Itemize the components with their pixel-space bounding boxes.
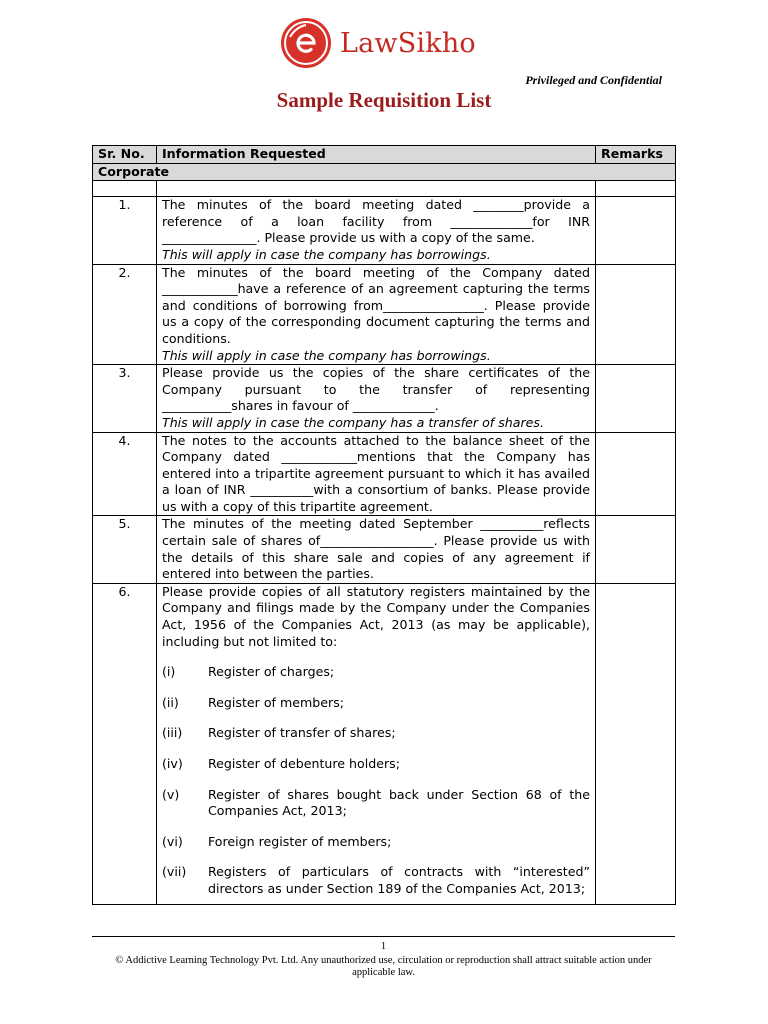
list-item <box>162 834 590 851</box>
table-row <box>93 365 676 432</box>
request-text: Please provide copies of all statutory registers maintained by the Company and filings made by the Company under the Companies Act, 1956 of the Companies Act, 2013 (as may be applicable), including but not limited to: <box>162 583 590 649</box>
row-remarks <box>596 365 676 432</box>
page-number: 1 <box>380 941 387 952</box>
row-request <box>157 432 596 516</box>
list-item-number: (ii) <box>162 694 179 710</box>
section-label: Corporate <box>93 163 676 181</box>
row-number: 6. <box>93 583 157 904</box>
column-header-remarks: Remarks <box>596 146 676 164</box>
list-item <box>162 864 590 897</box>
request-note: This will apply in case the company has borrowings. <box>162 246 491 262</box>
list-item-text: Register of charges; <box>208 664 335 680</box>
request-text: The notes to the accounts attached to the balance sheet of the Company dated ____________mentions that the Company has entered into a tripartite agreement pursuant to which it has availed a loan of INR __________with a consortium of banks. Please provide us with a copy of this tripartite agreement. <box>162 432 590 514</box>
requisition-table <box>92 145 676 905</box>
list-item <box>162 725 590 742</box>
row-remarks <box>596 197 676 264</box>
list-item-number: (vi) <box>162 833 183 849</box>
table-row <box>93 583 676 904</box>
footer-divider <box>92 936 675 937</box>
column-header-information: Information Requested <box>157 146 596 164</box>
copyright-notice: © Addictive Learning Technology Pvt. Ltd. Any unauthorized use, circulation or reproduction shall attract suitable action under applicable law. <box>115 955 652 978</box>
row-number: 2. <box>93 264 157 365</box>
list-item-text: Register of debenture holders; <box>208 756 400 771</box>
list-item <box>162 664 590 681</box>
request-note: This will apply in case the company has borrowings. <box>162 347 491 363</box>
table-row <box>93 432 676 516</box>
list-item <box>162 787 590 820</box>
page-footer <box>92 941 675 979</box>
lawsikho-logo-icon <box>280 17 332 69</box>
list-item-number: (i) <box>162 664 176 680</box>
table-header-row <box>93 146 676 164</box>
list-item <box>162 756 590 773</box>
page-title: Sample Requisition List <box>276 88 492 112</box>
list-item-text: Register of transfer of shares; <box>208 725 396 741</box>
list-item-number: (iii) <box>162 725 183 741</box>
blank-row <box>93 181 676 197</box>
row-number: 5. <box>93 516 157 583</box>
list-item-text: Foreign register of members; <box>208 833 392 849</box>
request-note: This will apply in case the company has a transfer of shares. <box>162 414 544 430</box>
row-request <box>157 365 596 432</box>
row-remarks <box>596 516 676 583</box>
lawsikho-logo <box>280 17 476 69</box>
request-text: The minutes of the meeting dated September __________reflects certain sale of shares of__________________. Please provide us with the details of this share sale and copies of any agreement if entered into between the parties. <box>162 516 590 582</box>
request-text: The minutes of the board meeting dated ________provide a reference of a loan facility from _____________for INR _______________. Please provide us with a copy of the same. <box>162 197 590 246</box>
row-number: 3. <box>93 365 157 432</box>
confidentiality-label: Privileged and Confidential <box>525 73 662 87</box>
list-item-number: (v) <box>162 786 180 802</box>
list-item-text: Register of shares bought back under Section 68 of the Companies Act, 2013; <box>208 786 590 819</box>
list-item-number: (vii) <box>162 864 187 880</box>
table-row <box>93 264 676 365</box>
row-request <box>157 583 596 904</box>
row-remarks <box>596 583 676 904</box>
column-header-sr-no: Sr. No. <box>93 146 157 164</box>
request-text: Please provide us the copies of the share certificates of the Company pursuant to the transfer of representing ___________shares in favour of _____________. <box>162 365 590 414</box>
list-item <box>162 695 590 712</box>
section-row <box>93 163 676 181</box>
list-item-number: (iv) <box>162 756 183 771</box>
register-list <box>162 664 590 897</box>
table-row <box>93 516 676 583</box>
row-number: 4. <box>93 432 157 516</box>
list-item-text: Register of members; <box>208 694 345 710</box>
row-request <box>157 264 596 365</box>
row-request <box>157 197 596 264</box>
list-item-text: Registers of particulars of contracts with “interested” directors as under Section 189 of the Companies Act, 2013; <box>208 864 590 896</box>
table-row <box>93 197 676 264</box>
brand-name: LawSikho <box>340 27 476 59</box>
row-request <box>157 516 596 583</box>
row-number: 1. <box>93 197 157 264</box>
row-remarks <box>596 432 676 516</box>
row-remarks <box>596 264 676 365</box>
request-text: The minutes of the board meeting of the Company dated ____________have a reference of an agreement capturing the terms and conditions of borrowing from________________. Please provide us a copy of the corresponding document capturing the terms and conditions. <box>162 264 590 346</box>
